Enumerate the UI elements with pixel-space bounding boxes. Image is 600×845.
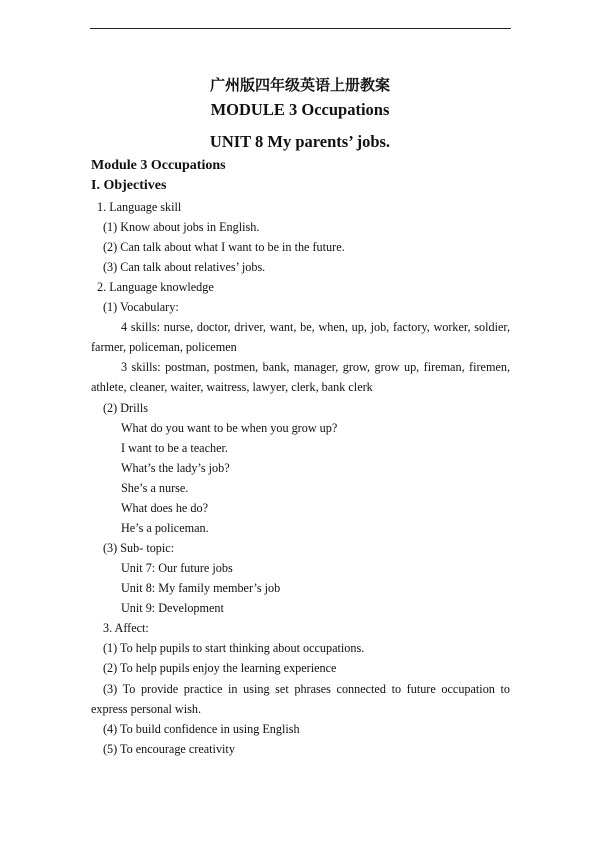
drill-sentence: He’s a policeman.: [121, 521, 209, 535]
affect-item: (2) To help pupils enjoy the learning experience: [103, 661, 337, 675]
drill-sentence: What do you want to be when you grow up?: [121, 421, 338, 435]
drill-sentence: I want to be a teacher.: [121, 441, 228, 455]
drill-sentence: She’s a nurse.: [121, 481, 189, 495]
section-module-heading: Module 3 Occupations: [91, 158, 226, 173]
language-skill-item: (1) Know about jobs in English.: [103, 220, 260, 234]
subtopic-item: Unit 7: Our future jobs: [121, 561, 233, 575]
affect-heading: 3. Affect:: [103, 621, 149, 635]
language-skill-item: (3) Can talk about relatives’ jobs.: [103, 260, 266, 274]
four-skills-line: 4 skills: nurse, doctor, driver, want, be, when, up, job, factory, worker, soldier,: [121, 320, 510, 334]
affect-item: (4) To build confidence in using English: [103, 722, 300, 736]
language-skill-item: (2) Can talk about what I want to be in the future.: [103, 240, 345, 254]
language-skill-heading: 1. Language skill: [97, 200, 182, 214]
subtopic-item: Unit 8: My family member’s job: [121, 581, 281, 595]
four-skills-line: farmer, policeman, policemen: [91, 340, 237, 354]
module-title: MODULE 3 Occupations: [210, 100, 390, 119]
three-skills-line: 3 skills: postman, postmen, bank, manager, grow, grow up, fireman, firemen,: [121, 360, 510, 374]
subtopic-heading: (3) Sub- topic:: [103, 541, 175, 555]
header-rule: [90, 28, 511, 29]
three-skills-line: athlete, cleaner, waiter, waitress, lawyer, clerk, bank clerk: [91, 380, 373, 394]
chinese-title: 广州版四年级英语上册教案: [209, 76, 390, 94]
drills-heading: (2) Drills: [103, 401, 149, 415]
affect-item-continued: express personal wish.: [91, 702, 202, 716]
vocabulary-heading: (1) Vocabulary:: [103, 300, 179, 314]
affect-item: (1) To help pupils to start thinking about occupations.: [103, 641, 365, 655]
drill-sentence: What’s the lady’s job?: [121, 461, 230, 475]
affect-item: (5) To encourage creativity: [103, 742, 235, 756]
affect-item: (3) To provide practice in using set phrases connected to future occupation to: [103, 682, 510, 696]
subtopic-item: Unit 9: Development: [121, 601, 224, 615]
language-knowledge-heading: 2. Language knowledge: [97, 280, 214, 294]
objectives-heading: I. Objectives: [91, 178, 167, 193]
unit-title: UNIT 8 My parents’ jobs.: [209, 132, 391, 151]
drill-sentence: What does he do?: [121, 501, 208, 515]
